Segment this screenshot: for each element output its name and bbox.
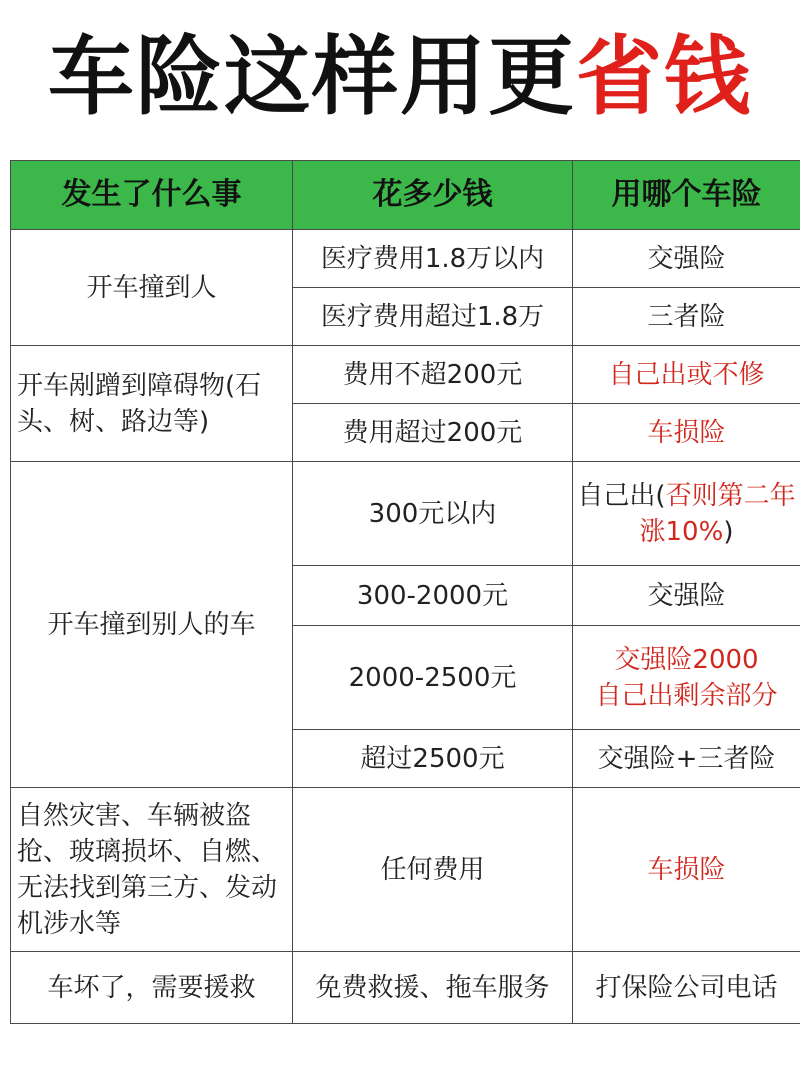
table-row xyxy=(11,230,800,288)
cost-cell: 2000-2500元 xyxy=(293,626,573,730)
insurance-cell: 车损险 xyxy=(573,788,800,952)
table-header xyxy=(11,161,800,230)
insurance-cell: 三者险 xyxy=(573,288,800,346)
insurance-cell: 交强险 xyxy=(573,230,800,288)
insurance-warning: 否则第二年涨10% xyxy=(639,480,796,547)
insurance-line: 自己出剩余部分 xyxy=(595,680,778,711)
table-row xyxy=(11,952,800,1024)
cost-cell: 免费救援、拖车服务 xyxy=(293,952,573,1024)
page-title: 车险这样用更省钱 xyxy=(48,27,752,127)
cost-cell: 超过2500元 xyxy=(293,730,573,788)
insurance-text: 自己出( xyxy=(577,480,666,511)
insurance-cell xyxy=(573,626,800,730)
insurance-cell: 打保险公司电话 xyxy=(573,952,800,1024)
event-cell: 开车撞到别人的车 xyxy=(11,462,293,788)
page-footer-space xyxy=(0,1037,800,1067)
header-event: 发生了什么事 xyxy=(11,161,293,230)
insurance-text-end: ) xyxy=(723,516,734,547)
table-row xyxy=(11,346,800,404)
insurance-cell: 交强险 xyxy=(573,566,800,626)
insurance-cell: 自己出或不修 xyxy=(573,346,800,404)
cost-cell: 300元以内 xyxy=(293,462,573,566)
cost-cell: 费用不超200元 xyxy=(293,346,573,404)
insurance-cell xyxy=(573,462,800,566)
table-row xyxy=(11,788,800,952)
cost-cell: 300-2000元 xyxy=(293,566,573,626)
table-row xyxy=(11,462,800,566)
cost-cell: 医疗费用超过1.8万 xyxy=(293,288,573,346)
header-cost: 花多少钱 xyxy=(293,161,573,230)
event-cell: 开车剐蹭到障碍物(石头、树、路边等) xyxy=(11,346,293,462)
cost-cell: 医疗费用1.8万以内 xyxy=(293,230,573,288)
insurance-cell: 交强险+三者险 xyxy=(573,730,800,788)
title-highlight: 省钱 xyxy=(576,27,752,127)
insurance-cell: 车损险 xyxy=(573,404,800,462)
header-insurance: 用哪个车险 xyxy=(573,161,800,230)
event-cell: 自然灾害、车辆被盗抢、玻璃损坏、自燃、无法找到第三方、发动机涉水等 xyxy=(11,788,293,952)
insurance-table xyxy=(10,160,800,1024)
cost-cell: 费用超过200元 xyxy=(293,404,573,462)
cost-cell: 任何费用 xyxy=(293,788,573,952)
event-cell: 车坏了，需要援救 xyxy=(11,952,293,1024)
insurance-line: 交强险2000 xyxy=(614,644,759,675)
event-cell: 开车撞到人 xyxy=(11,230,293,346)
